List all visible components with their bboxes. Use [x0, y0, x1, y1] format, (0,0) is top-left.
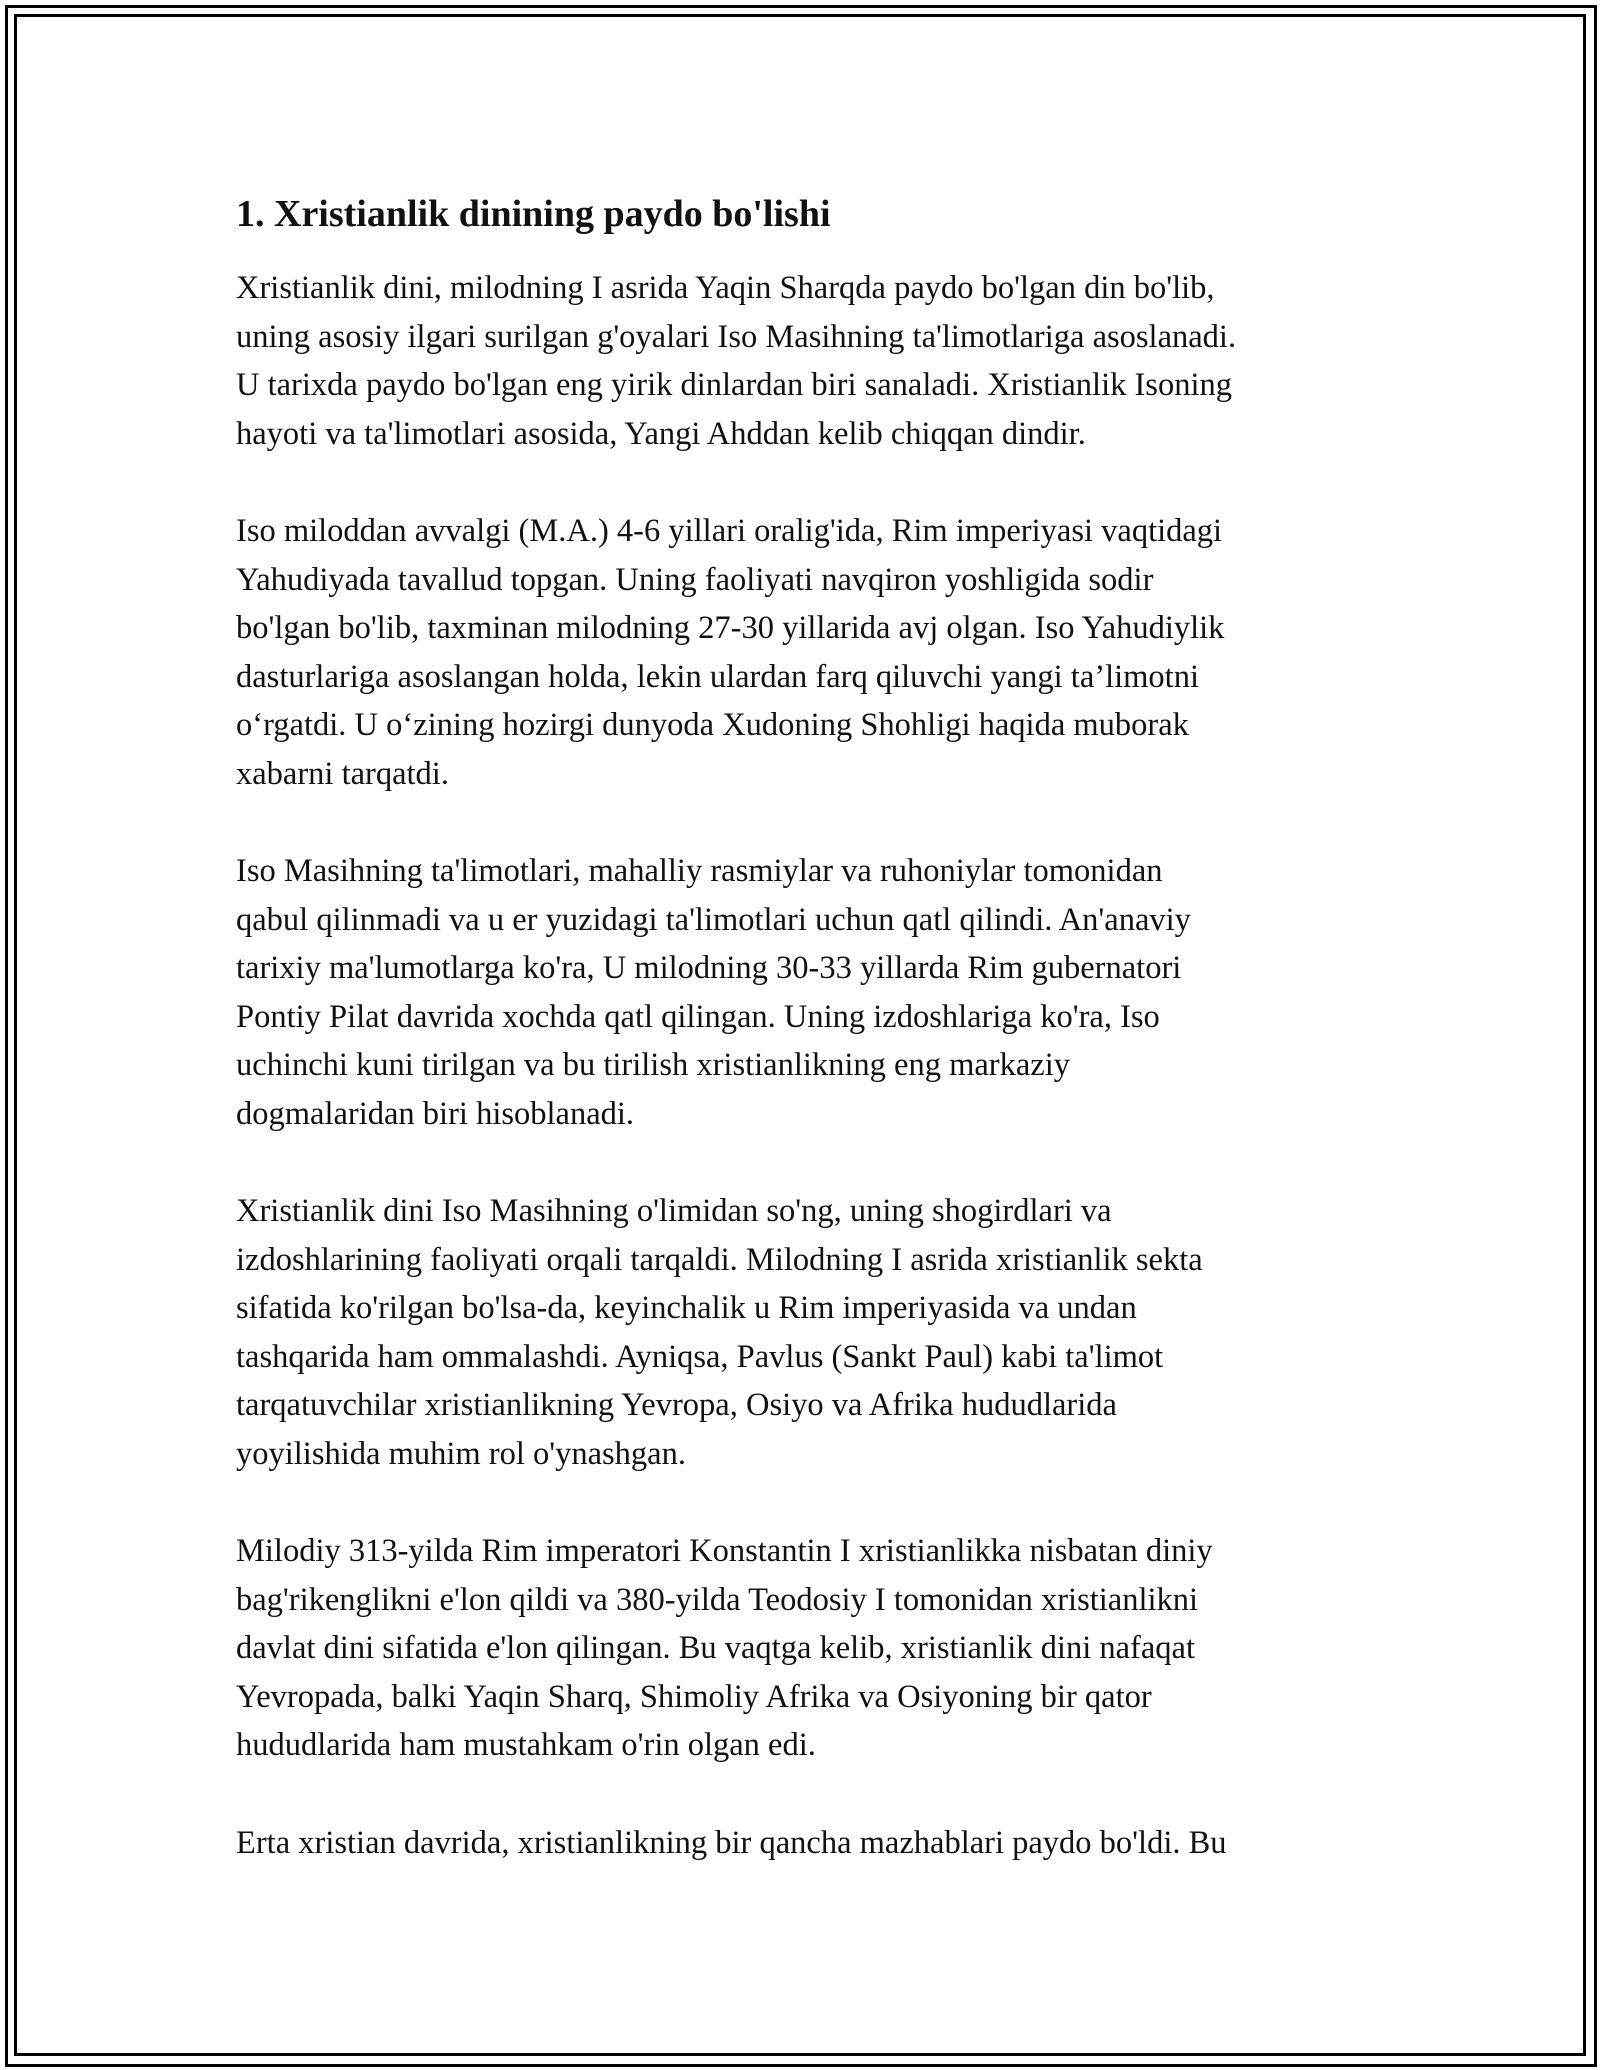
paragraph-1 — [236, 264, 1366, 458]
text-line: uchinchi kuni tirilgan va bu tirilish xristianlikning eng markaziy — [236, 1047, 1071, 1083]
text-line: Milodiy 313-yilda Rim imperatori Konstantin I xristianlikka nisbatan diniy — [236, 1533, 1213, 1569]
text-line: U tarixda paydo bo'lgan eng yirik dinlardan biri sanaladi. Xristianlik Isoning — [236, 367, 1232, 403]
paragraph-4 — [236, 1187, 1366, 1478]
paragraph-3 — [236, 847, 1366, 1138]
text-line: Erta xristian davrida, xristianlikning bir qancha mazhablari paydo bo'ldi. Bu — [236, 1824, 1227, 1861]
paragraph-5 — [236, 1527, 1366, 1770]
text-line: hayoti va ta'limotlari asosida, Yangi Ahddan kelib chiqqan dindir. — [236, 415, 1086, 452]
text-line: tarqatuvchilar xristianlikning Yevropa, Osiyo va Afrika hududlarida — [236, 1387, 1117, 1423]
document-body — [236, 190, 1366, 1916]
text-line: yoyilishida muhim rol o'ynashgan. — [236, 1435, 686, 1472]
text-line: hududlarida ham mustahkam o'rin olgan edi. — [236, 1727, 816, 1763]
text-line: Iso miloddan avvalgi (M.A.) 4-6 yillari oralig'ida, Rim imperiyasi vaqtidagi — [236, 513, 1223, 549]
text-line: Yahudiyada tavallud topgan. Uning faoliyati navqiron yoshligida sodir — [236, 561, 1154, 598]
text-line: o‘rgatdi. U o‘zining hozirgi dunyoda Xudoning Shohligi haqida muborak — [236, 707, 1189, 743]
paragraph-2 — [236, 507, 1366, 798]
paragraph-6 — [236, 1819, 1366, 1868]
text-line: bo'lgan bo'lib, taxminan milodning 27-30 yillarida avj olgan. Iso Yahudiylik — [236, 610, 1225, 646]
text-line: uning asosiy ilgari surilgan g'oyalari Iso Masihning ta'limotlariga asoslanadi. — [236, 318, 1237, 355]
text-line: bag'rikenglikni e'lon qildi va 380-yilda Teodosiy I tomonidan xristianlikni — [236, 1581, 1199, 1618]
text-line: izdoshlarining faoliyati orqali tarqaldi. Milodning I asrida xristianlik sekta — [236, 1241, 1203, 1278]
text-line: Yevropada, balki Yaqin Sharq, Shimoliy Afrika va Osiyoning bir qator — [236, 1678, 1152, 1715]
text-line: dasturlariga asoslangan holda, lekin ulardan farq qiluvchi yangi ta’limotni — [236, 658, 1199, 695]
text-line: Iso Masihning ta'limotlari, mahalliy rasmiylar va ruhoniylar tomonidan — [236, 853, 1163, 889]
text-line: tashqarida ham ommalashdi. Ayniqsa, Pavlus (Sankt Paul) kabi ta'limot — [236, 1338, 1164, 1375]
section-title: 1. Xristianlik dinining paydo bo'lishi — [236, 193, 831, 235]
text-line: davlat dini sifatida e'lon qilingan. Bu vaqtga kelib, xristianlik dini nafaqat — [236, 1630, 1195, 1666]
text-line: sifatida ko'rilgan bo'lsa-da, keyinchalik u Rim imperiyasida va undan — [236, 1290, 1137, 1326]
text-line: qabul qilinmadi va u er yuzidagi ta'limotlari uchun qatl qilindi. An'anaviy — [236, 901, 1191, 938]
text-line: dogmalaridan biri hisoblanadi. — [236, 1095, 635, 1132]
text-line: tarixiy ma'lumotlarga ko'ra, U milodning 30-33 yillarda Rim gubernatori — [236, 950, 1182, 986]
text-line: Pontiy Pilat davrida xochda qatl qilingan. Uning izdoshlariga ko'ra, Iso — [236, 998, 1160, 1035]
text-line: Xristianlik dini, milodning I asrida Yaqin Sharqda paydo bo'lgan din bo'lib, — [236, 270, 1215, 306]
text-line: Xristianlik dini Iso Masihning o'limidan so'ng, uning shogirdlari va — [236, 1193, 1112, 1229]
text-line: xabarni tarqatdi. — [236, 755, 449, 792]
